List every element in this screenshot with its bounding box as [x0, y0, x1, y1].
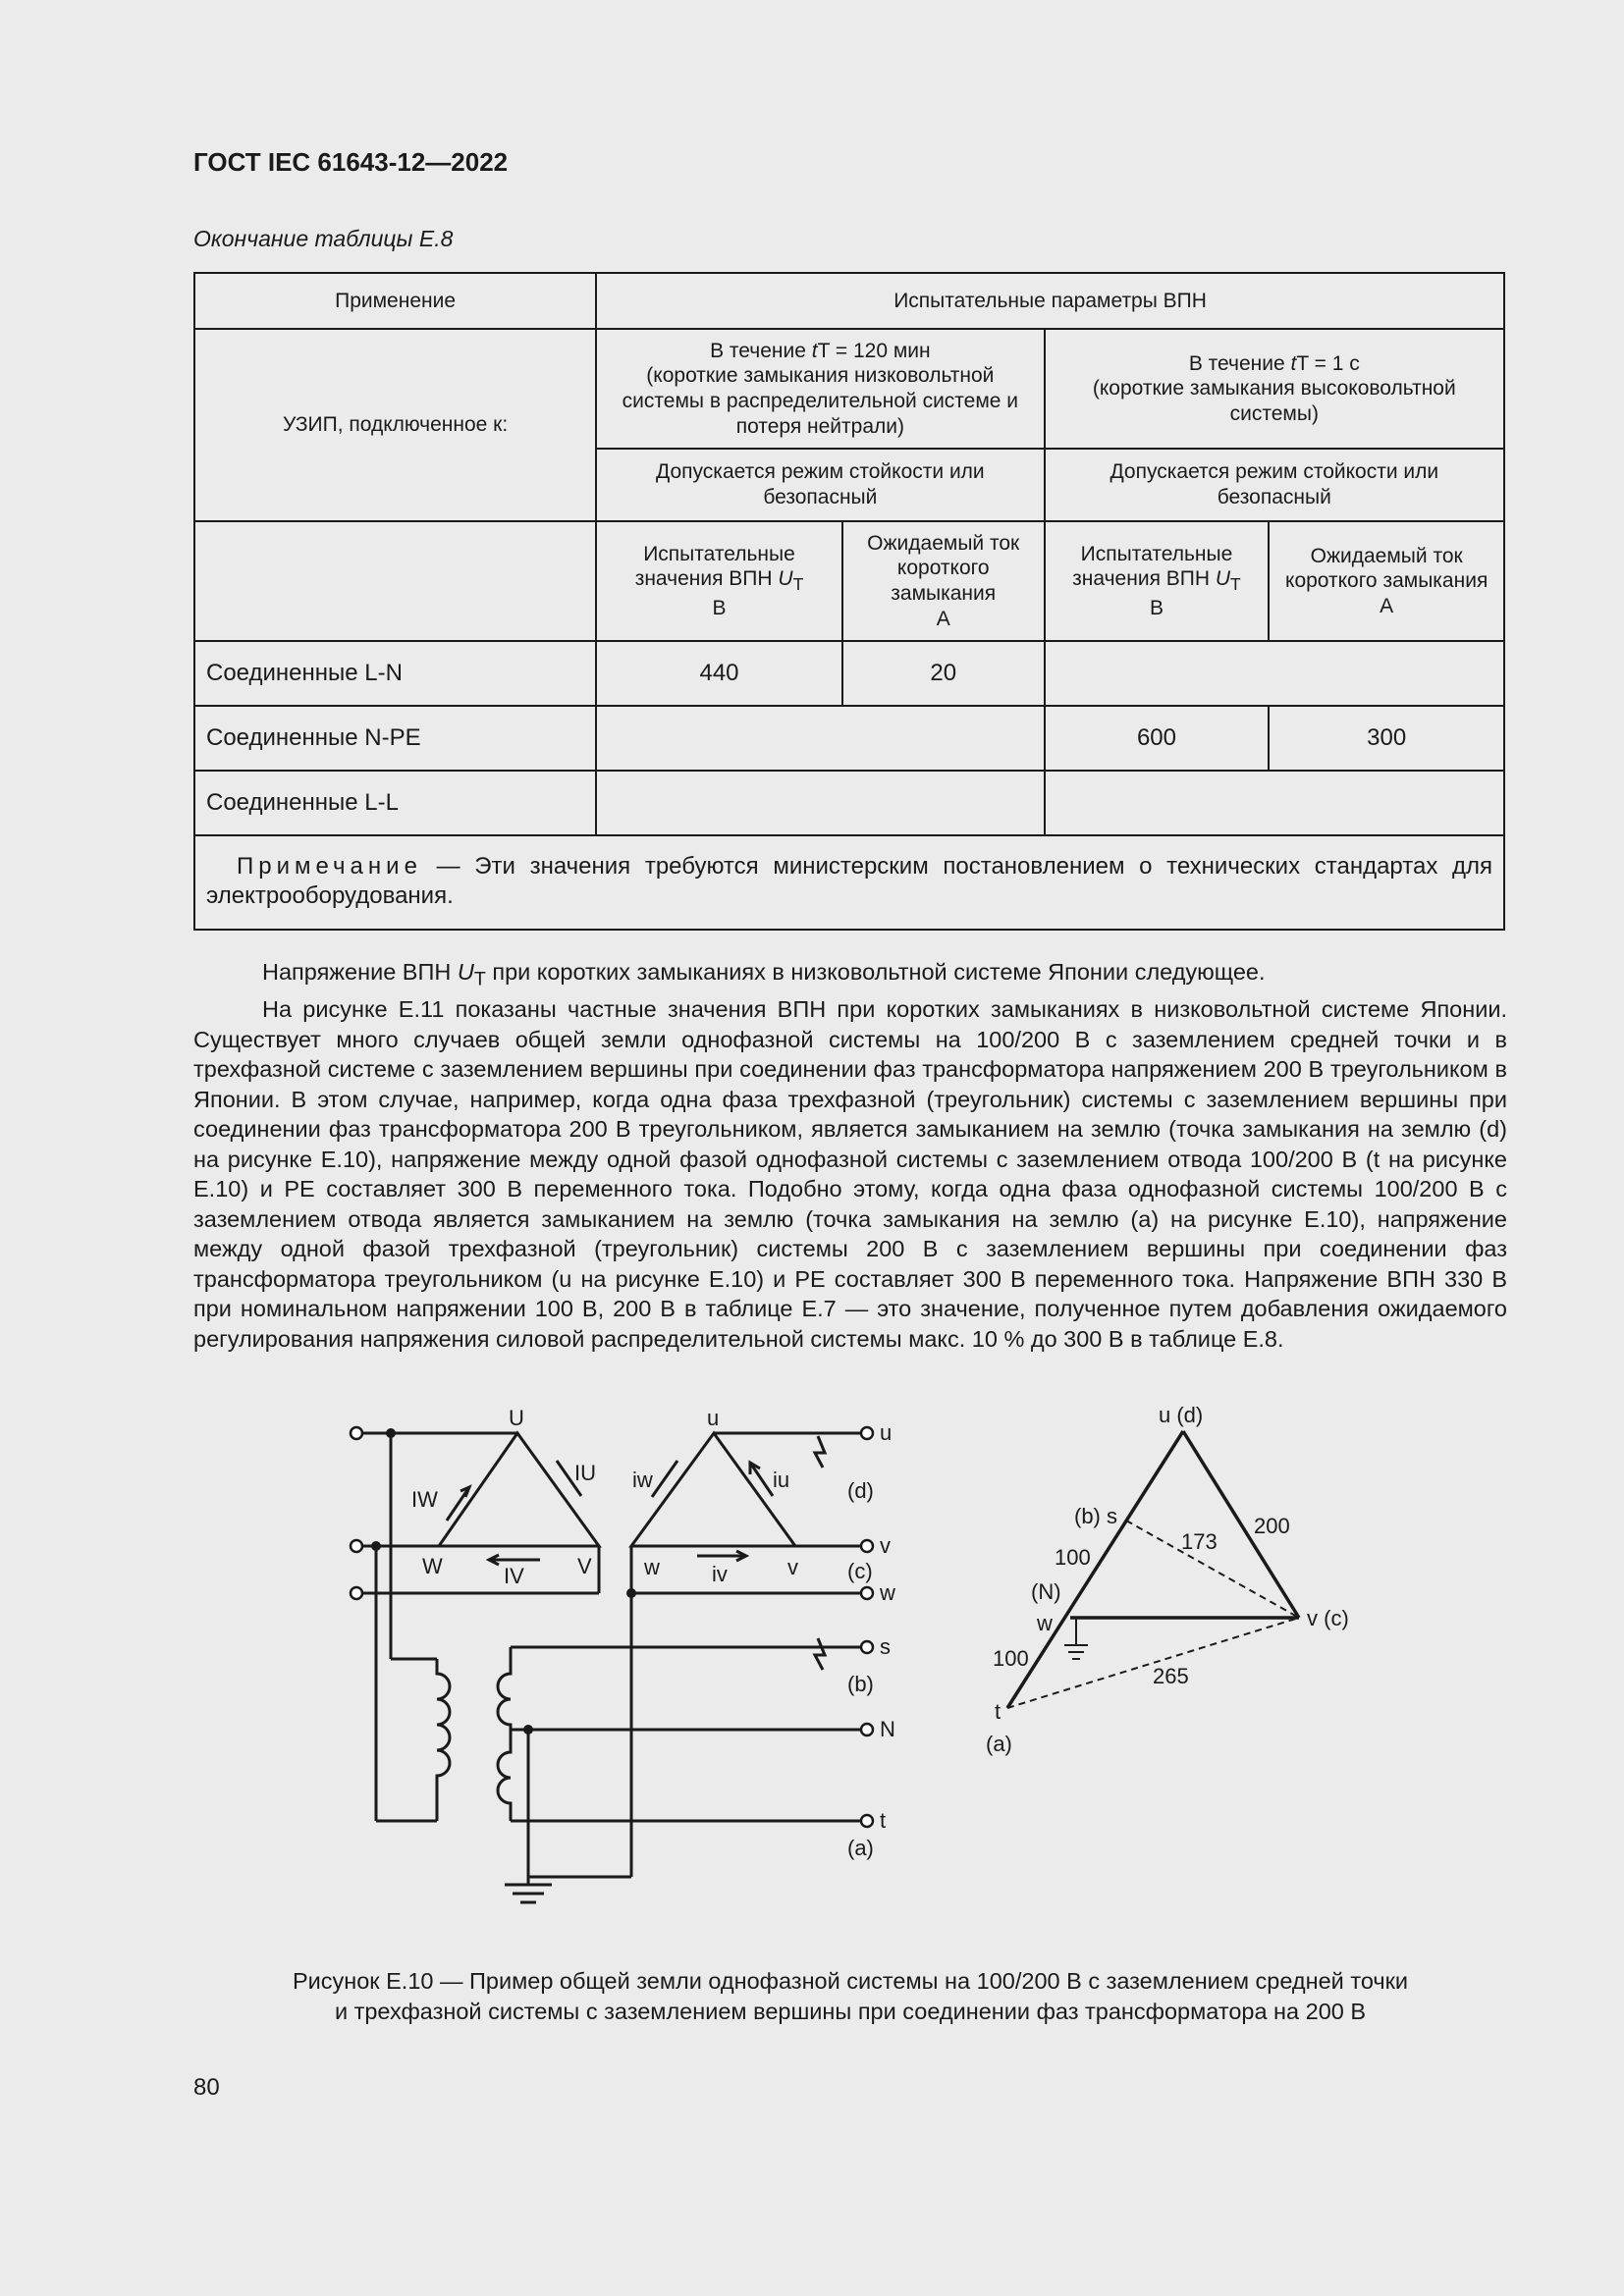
terminal-t: t — [880, 1808, 887, 1833]
cell-voltage-2: 600 — [1045, 706, 1270, 771]
terminal-u: u — [880, 1420, 893, 1445]
label-iv: iv — [712, 1562, 728, 1586]
group-120min: В течение tT = 120 мин (короткие замыкания низковольтной системы в распределительной системе и потеря нейтрали) — [596, 329, 1044, 449]
mode-120min: Допускается режим стойкости или безопасный — [596, 449, 1044, 521]
header-expected-current-1: Ожидаемый ток короткого замыкания А — [842, 521, 1045, 641]
label-V: V — [577, 1554, 592, 1578]
value-100-upper: 100 — [1055, 1545, 1091, 1570]
header-application: Применение — [194, 273, 596, 329]
label-N: (N) — [1031, 1579, 1061, 1604]
figure-caption — [193, 1966, 1507, 2027]
point-c: (c) — [847, 1559, 873, 1583]
value-265: 265 — [1153, 1664, 1189, 1688]
header-test-voltage-1: Испытательные значения ВПН $U_T$ В — [596, 521, 842, 641]
caption-line: и трехфазной системы с заземлением вершины при соединении фаз трансформатора на 200 В — [334, 1999, 1367, 2024]
terminal-w: w — [880, 1580, 895, 1605]
row-label: Соединенные L-N — [194, 641, 596, 706]
cell-current-2: 300 — [1269, 706, 1504, 771]
label-IU: IU — [574, 1461, 596, 1485]
label-v-c: v (c) — [1307, 1606, 1349, 1630]
header-test-params: Испытательные параметры ВПН — [596, 273, 1504, 329]
value-100-lower: 100 — [993, 1646, 1029, 1671]
terminal-s: s — [880, 1634, 891, 1659]
header-expected-current-2: Ожидаемый ток короткого замыкания А — [1269, 521, 1504, 641]
cell-voltage-1: 440 — [596, 641, 842, 706]
label-IW: IW — [411, 1487, 438, 1512]
label-IV: IV — [504, 1564, 524, 1588]
header-test-voltage-2: Испытательные значения ВПН $U_T$ В — [1045, 521, 1270, 641]
point-d: (d) — [847, 1478, 874, 1503]
circuit-labels — [411, 1406, 895, 1860]
label-t: t — [995, 1699, 1001, 1724]
label-iw: iw — [632, 1468, 653, 1492]
row-label: Соединенные N-PE — [194, 706, 596, 771]
caption-line: Рисунок Е.10 — Пример общей земли однофазной системы на 100/200 В с заземлением средней точки — [292, 1968, 1409, 1994]
point-b: (b) — [847, 1672, 874, 1696]
terminal-v: v — [880, 1533, 891, 1558]
page-number: 80 — [193, 2074, 220, 2101]
label-W: W — [422, 1554, 443, 1578]
group-1s: В течение tT = 1 с (короткие замыкания высоковольтной системы) — [1045, 329, 1504, 449]
label-a: (a) — [986, 1732, 1012, 1756]
table-note: Примечание — Эти значения требуются министерским постановлением о технических стандартах для электрооборудования. — [194, 835, 1504, 930]
label-U: U — [509, 1406, 524, 1430]
value-200: 200 — [1254, 1514, 1290, 1538]
label-iu: iu — [773, 1468, 790, 1492]
label-w-node: w — [1037, 1611, 1053, 1635]
table-caption: Окончание таблицы Е.8 — [193, 226, 454, 251]
label-u: u — [707, 1406, 720, 1430]
label-b-s: (b) s — [1074, 1504, 1117, 1528]
point-a: (a) — [847, 1836, 874, 1860]
label-u-d: u (d) — [1159, 1403, 1204, 1427]
row-label: Соединенные L-L — [194, 771, 596, 835]
document-header: ГОСТ IEC 61643-12—2022 — [193, 147, 509, 177]
label-v: v — [787, 1555, 798, 1579]
cell-current-1: 20 — [842, 641, 1045, 706]
paragraph: На рисунке Е.11 показаны частные значения ВПН при коротких замыканиях в низковольтной системе Японии. Существует много случаев общей земли однофазной системы на 100/200 В с заземлением средней точки и в трехфазной системе с заземлением вершины при соединении фаз трансформатора напряжением 200 В треугольником в Японии. В этом случае, например, когда одна фаза трехфазной (треугольник) системы с заземлением вершины при соединении фаз трансформатора 200 В треугольником, является замыканием на землю (точка замыкания на землю (d) на рисунке Е.10), напряжение между одной фазой однофазной системы с заземлением отвода 100/200 В (t на рисунке Е.10) и PE составляет 300 В переменного тока. Подобно этому, когда одна фаза однофазной системы 100/200 В с заземлением отвода является замыканием на землю (точка замыкания на землю (a) на рисунке Е.10), напряжение между одной фазой трехфазной (треугольник) системы 200 В с заземлением вершины при соединении фаз трансформатора треугольником (u на рисунке Е.10) и PE составляет 300 В переменного тока. Напряжение ВПН 330 В при номинальном напряжении 100 В, 200 В в таблице Е.7 — это значение, полученное путем добавления ожидаемого регулирования напряжения силовой распределительной системы макс. 10 % до 300 В в таблице Е.8. — [193, 996, 1507, 1352]
mode-1s: Допускается режим стойкости или безопасный — [1045, 449, 1504, 521]
terminal-N: N — [880, 1717, 895, 1741]
paragraph: Напряжение ВПН $U_T$ при коротких замыканиях в низковольтной системе Японии следующее. — [262, 959, 1266, 990]
value-173: 173 — [1181, 1529, 1218, 1554]
label-w: w — [644, 1555, 660, 1579]
row-uzip-label: УЗИП, подключенное к: — [194, 329, 596, 521]
